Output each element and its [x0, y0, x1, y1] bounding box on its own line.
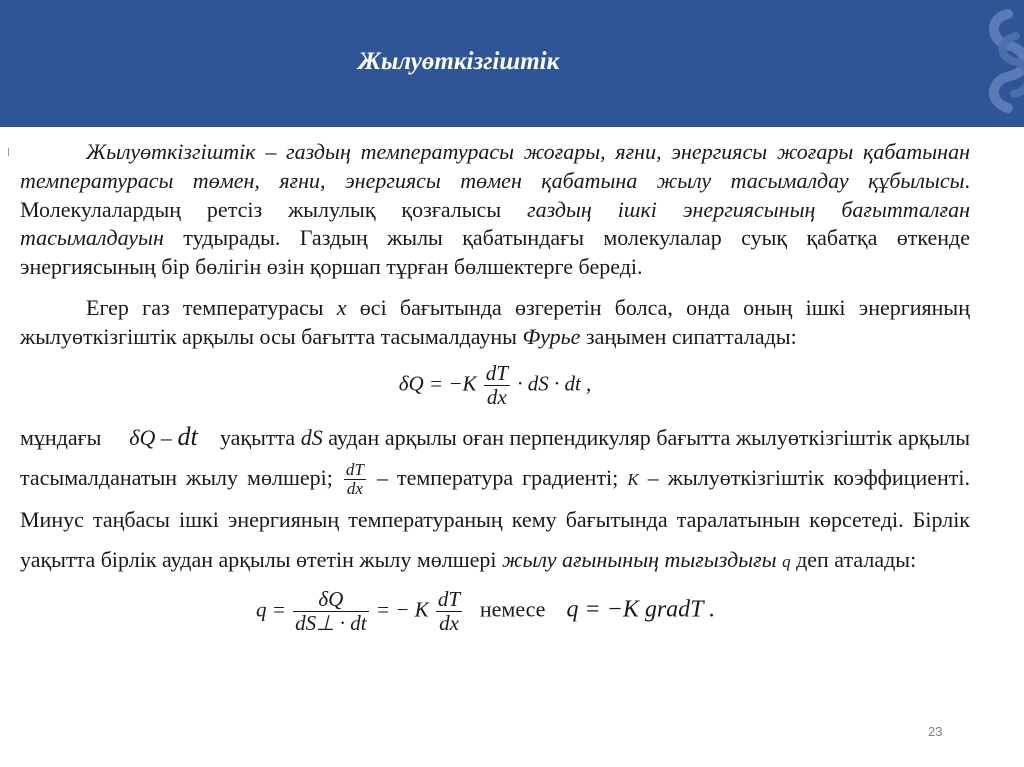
- fraction-denominator: dS⊥ · dt: [295, 610, 367, 635]
- fraction: [293, 588, 368, 635]
- definitions-paragraph: [20, 417, 970, 582]
- fraction-denominator: dx: [346, 479, 363, 499]
- slide-title: Жылуөткізгіштік: [358, 48, 560, 75]
- paragraph-text: – температура градиенті;: [376, 464, 619, 490]
- formula-lhs: δQ = −K: [398, 370, 477, 395]
- divider-tick: [8, 148, 9, 156]
- paragraph-text: . Молекулалардың ретсіз жылулық қозғалысы: [20, 167, 970, 222]
- definition-text: Жылуөткізгіштік – газдың температурасы жоғары, яғни, энергиясы жоғары қабатынан температурасы төмен, яғни, энергиясы төмен қабатына жылу тасымалдау құбылысы: [20, 139, 970, 193]
- symbol-ds: dS: [300, 424, 323, 450]
- italic-phrase: жылу ағынының тығыздығы: [502, 546, 777, 572]
- dash: –: [160, 424, 172, 450]
- paragraph-text: деп аталады:: [790, 546, 917, 572]
- formula-lhs: q =: [256, 597, 286, 622]
- fraction-numerator: dT: [437, 586, 461, 611]
- formula-mid: = − K: [375, 597, 429, 622]
- slide-body: [20, 138, 970, 635]
- paragraph-text: уақытта: [219, 424, 296, 450]
- page-number: 23: [928, 724, 943, 739]
- fourier-paragraph: [20, 294, 970, 352]
- or-text: немесе: [479, 596, 546, 622]
- fraction-numerator: dT: [485, 360, 508, 385]
- symbol-dq: δQ: [129, 424, 156, 450]
- paragraph-text: заңымен сипатталады:: [580, 323, 797, 349]
- variable-x: x: [336, 294, 347, 320]
- paragraph-text: өсі бағытында өзгеретін болса, онда оның ішкі энергияның жылуөткізгіштік арқылы осы бағытта тасымалдауны: [20, 294, 970, 349]
- flux-formula: [20, 588, 970, 635]
- fraction: [484, 362, 510, 409]
- fraction-denominator: dx: [486, 384, 507, 409]
- slide-header: [0, 0, 1024, 127]
- label-text: мұндағы: [20, 424, 102, 450]
- paragraph-text: тудырады. Газдың жылы қабатындағы молекулалар суық қабатқа өткенде энергиясының бір бөлігін өзін қоршап тұрған бөлшектерге береді.: [20, 225, 970, 280]
- symbol-q: q: [782, 551, 791, 571]
- paragraph-text: Егер газ температурасы: [86, 294, 337, 320]
- section-sign-watermark-icon: [968, 6, 1024, 124]
- formula-comma: ,: [586, 370, 592, 395]
- fourier-name: Фурье: [522, 323, 581, 349]
- paragraph-text: – жылуөткізгіштік коэффициенті. Минус таңбасы ішкі энергияның температураның кему бағытында таралатынын көрсетеді. Бірлік уақытта бірлік аудан арқылы өтетін жылу мөлшері: [20, 464, 970, 572]
- fraction-numerator: δQ: [293, 588, 368, 612]
- italic-phrase: газдың ішкі энергиясының бағытталған тасымалдауын: [20, 196, 970, 251]
- paragraph-text: аудан арқылы оған перпендикуляр бағытта жылуөткізгіштік арқылы тасымалданатын жылу мөлшері;: [20, 424, 971, 490]
- fraction-numerator: dT: [345, 459, 364, 479]
- fraction-denominator: dx: [439, 610, 459, 635]
- gradient-fraction: [344, 461, 366, 499]
- definition-paragraph: [20, 138, 970, 282]
- fourier-formula: [20, 362, 970, 409]
- symbol-dt: dt: [177, 421, 198, 451]
- symbol-k: K: [627, 469, 639, 489]
- formula-rhs: · dS · dt: [517, 370, 581, 395]
- gradient-formula: q = −K gradT .: [566, 596, 716, 623]
- fraction: [436, 588, 462, 635]
